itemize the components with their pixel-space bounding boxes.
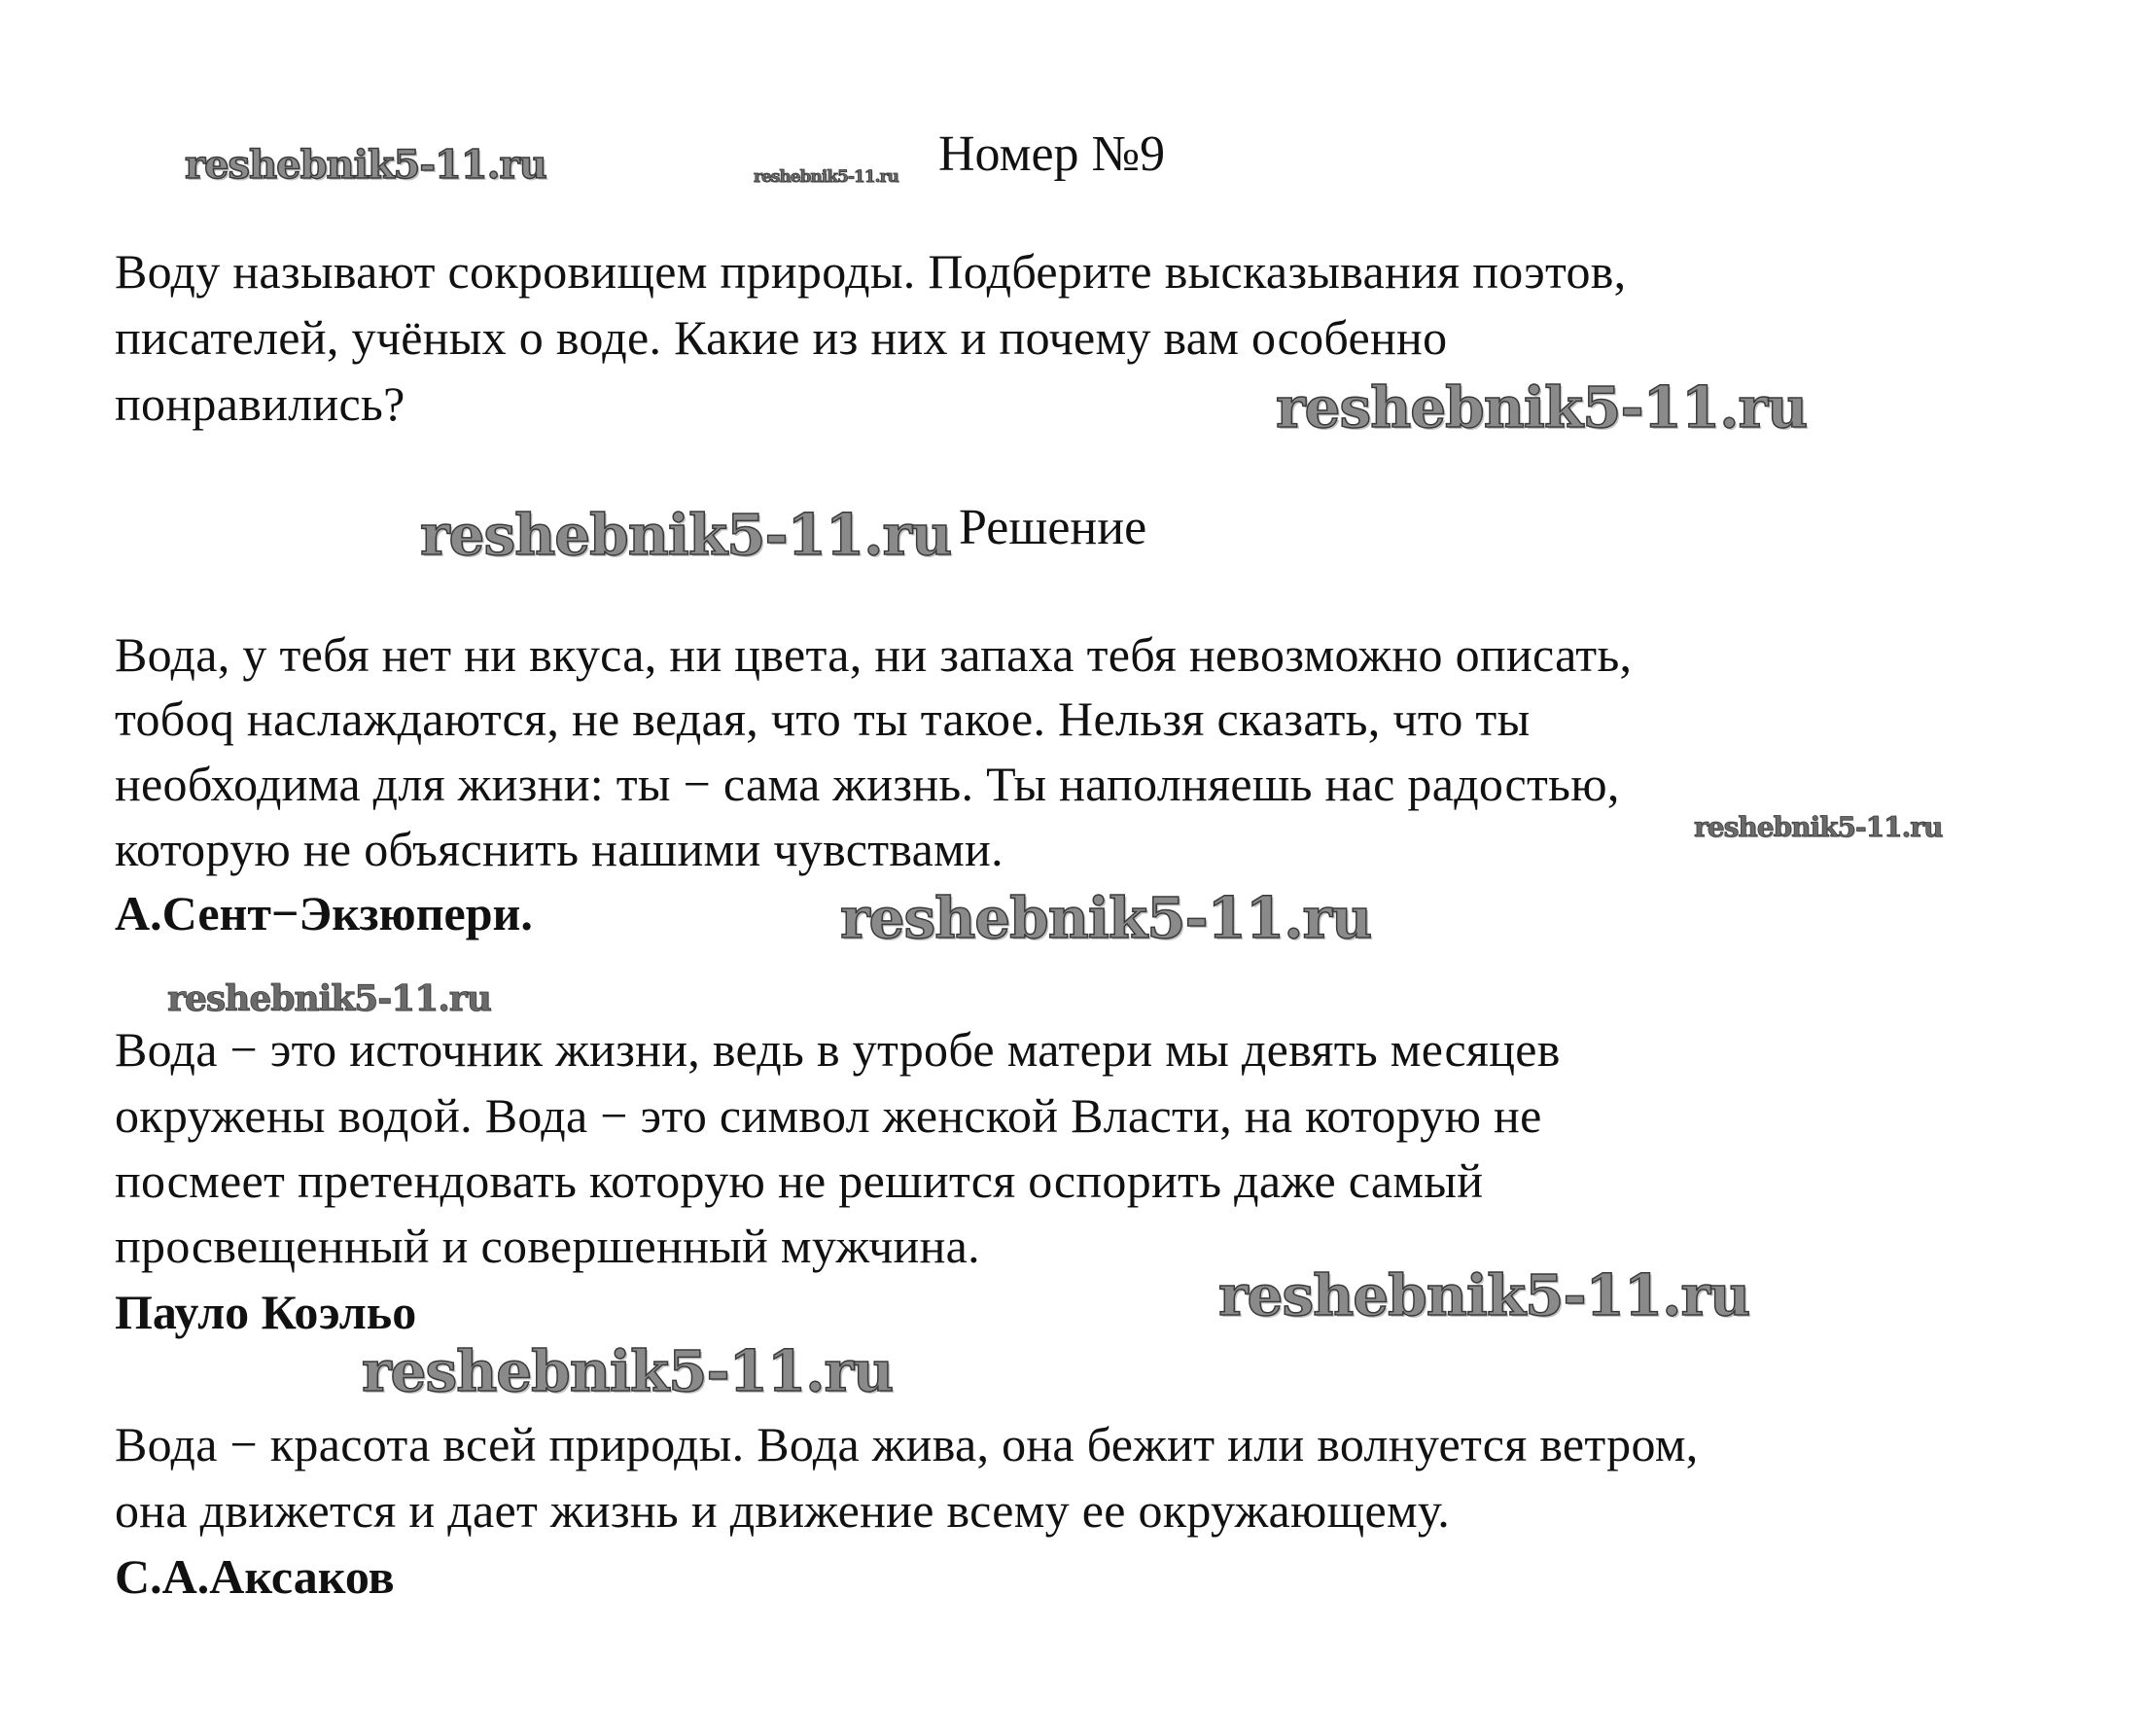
quote2-line-2: окружены водой. Вода − это символ женской Власти, на которую не xyxy=(115,1088,1542,1143)
quote2-line-4: просвещенный и совершенный мужчина. xyxy=(115,1219,980,1273)
watermark-top-left: reshebnik5-11.ru xyxy=(185,142,546,188)
quote1-line-3: необходима для жизни: ты − сама жизнь. Ты наполняешь нас радостью, xyxy=(115,757,1620,811)
page-title: Номер №9 xyxy=(938,126,1166,182)
quote2-line-1: Вода − это источник жизни, ведь в утробе матери мы девять месяцев xyxy=(115,1022,1561,1077)
watermark-quote2-right: reshebnik5-11.ru xyxy=(1218,1262,1750,1329)
quote2-line-3: посмеет претендовать которую не решится оспорить даже самый xyxy=(115,1153,1484,1208)
quote1-line-4: которую не объяснить нашими чувствами. xyxy=(115,822,1004,876)
quote1-line-2: тобоq наслаждаются, не ведая, что ты такое. Нельзя сказать, что ты xyxy=(115,691,1531,746)
watermark-solution: reshebnik5-11.ru xyxy=(420,502,952,568)
watermark-quote1-right: reshebnik5-11.ru xyxy=(1694,811,1943,843)
quote3-line-2: она движется и дает жизнь и движение всему ее окружающему. xyxy=(115,1483,1451,1538)
task-line-2: писателей, учёных о воде. Какие из них и почему вам особенно xyxy=(115,310,1448,365)
quote3-author: С.А.Аксаков xyxy=(115,1549,395,1604)
watermark-task-right: reshebnik5-11.ru xyxy=(1276,374,1808,441)
watermark-author2: reshebnik5-11.ru xyxy=(362,1338,894,1404)
quote1-line-1: Вода, у тебя нет ни вкуса, ни цвета, ни запаха тебя невозможно описать, xyxy=(115,627,1633,682)
watermark-quote2-top: reshebnik5-11.ru xyxy=(167,978,491,1019)
quote2-author: Пауло Коэльо xyxy=(115,1285,417,1339)
task-line-1: Воду называют сокровищем природы. Подберите высказывания поэтов, xyxy=(115,244,1627,299)
quote3-line-1: Вода − красота всей природы. Вода жива, она бежит или волнуется ветром, xyxy=(115,1417,1699,1471)
watermark-author1: reshebnik5-11.ru xyxy=(840,885,1372,951)
quote1-author: А.Сент−Экзюпери. xyxy=(115,886,533,940)
task-line-3: понравились? xyxy=(115,376,405,431)
solution-heading: Решение xyxy=(959,500,1147,555)
watermark-top-center: reshebnik5-11.ru xyxy=(754,167,898,187)
